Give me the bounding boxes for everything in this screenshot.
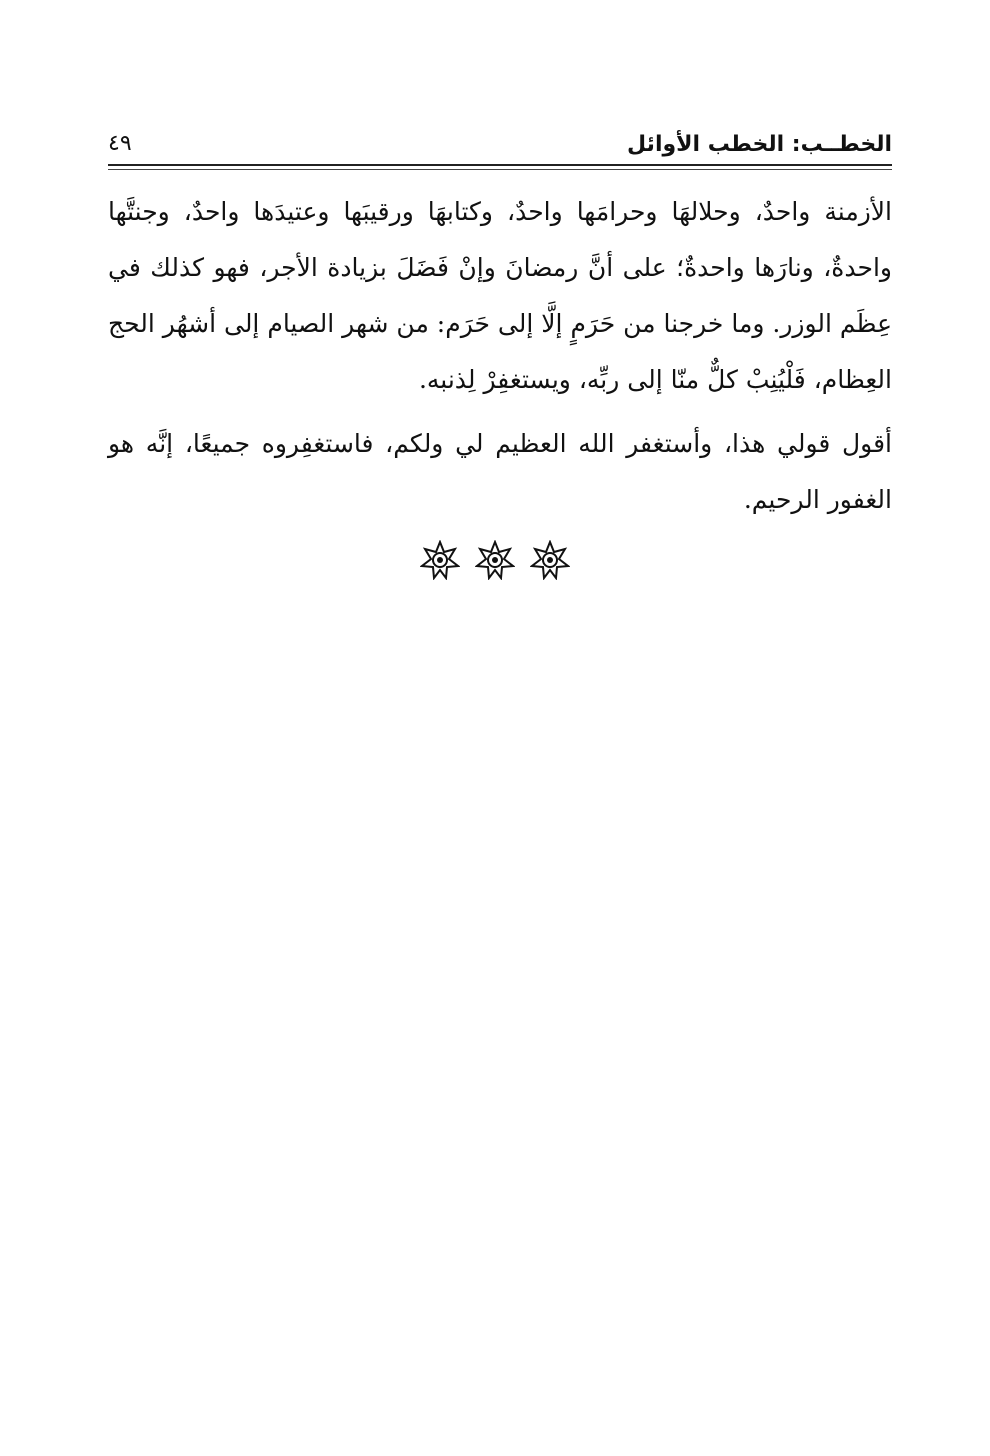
page-number: ٤٩ (108, 131, 132, 156)
body-text (108, 184, 892, 528)
star-flower-ornament-icon (420, 540, 460, 580)
running-header-title: الخطــب: الخطب الأوائل (627, 132, 892, 157)
paragraph-1: الأزمنة واحدٌ، وحلالهَا وحرامَها واحدٌ، وكتابهَا ورقيبَها وعتيدَها واحدٌ، وجنتَّها واحدةٌ، ونارَها واحدةٌ؛ على أنَّ رمضانَ وإنْ فَضَلَ بزيادة الأجر، فهو كذلك في عِظَم الوزر. وما خرجنا من حَرَمٍ إلَّا إلى حَرَم: من شهر الصيام إلى أشهُر الحج العِظام، فَلْيُنِبْ كلٌّ منّا إلى ربِّه، ويستغفِرْ لِذنبه. (108, 197, 892, 394)
header-rule (108, 164, 892, 166)
star-flower-ornament-icon (475, 540, 515, 580)
section-end-ornaments (420, 540, 570, 580)
paragraph-2: أقول قولي هذا، وأستغفر الله العظيم لي ولكم، فاستغفِروه جميعًا، إنَّه هو الغفور الرحيم. (108, 429, 892, 514)
star-flower-ornament-icon (530, 540, 570, 580)
header-rule-thin (108, 169, 892, 170)
running-header (108, 128, 892, 164)
